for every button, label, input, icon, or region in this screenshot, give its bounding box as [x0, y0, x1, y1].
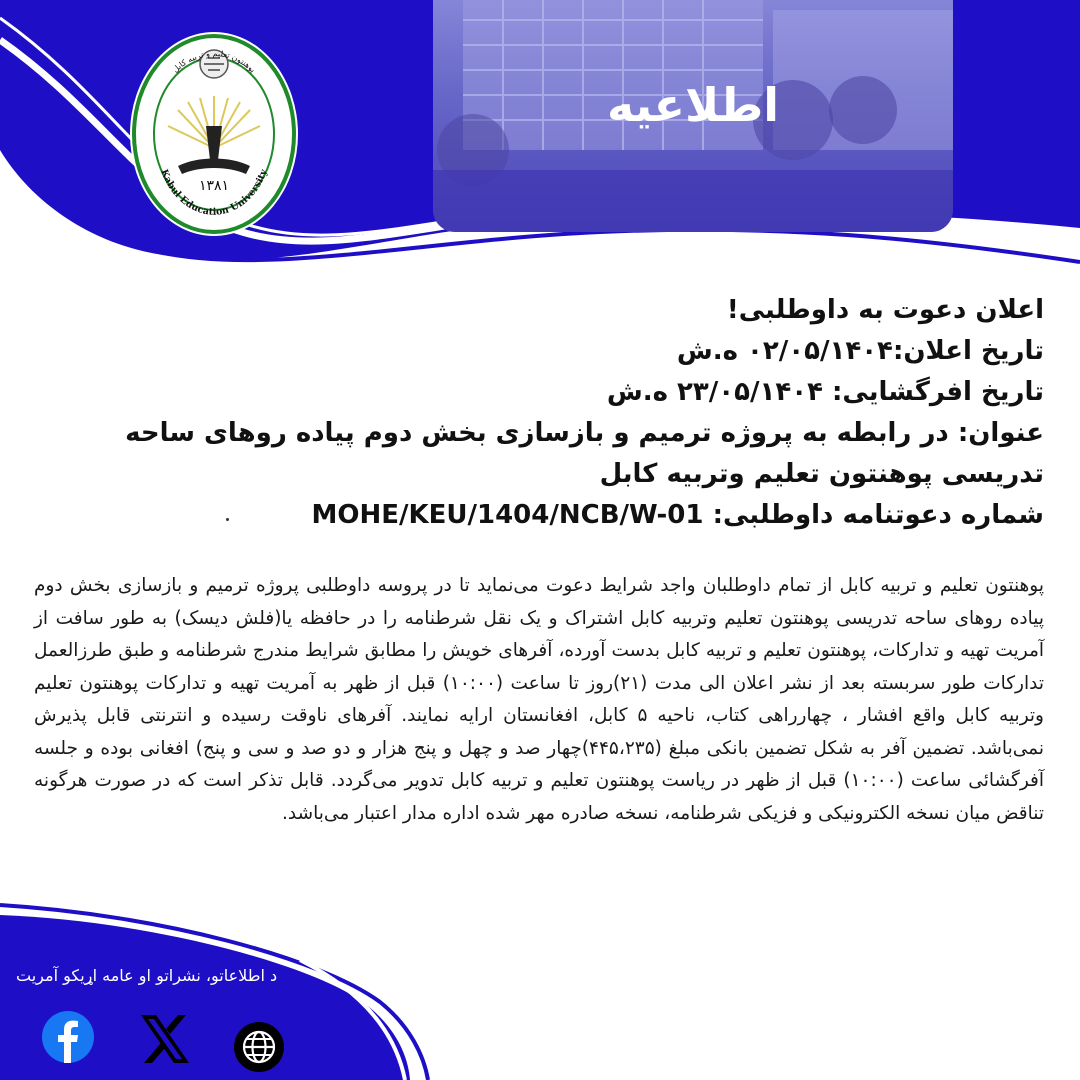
- university-seal-icon: [128, 30, 300, 238]
- globe-icon[interactable]: [234, 1022, 284, 1072]
- seal-caption-ps: پوهنتون تعلیم و تربیه کابل: [170, 48, 258, 75]
- heading-line-invitation-number: [44, 495, 1044, 536]
- heading-line-announce-date: تاریخ اعلان:۰۲/۰۵/۱۴۰۴ ه.ش: [676, 336, 1044, 366]
- facebook-icon[interactable]: [42, 1011, 94, 1063]
- announcement-heading: [44, 290, 1044, 536]
- x-icon[interactable]: [139, 1013, 191, 1065]
- footer-department: د اطلاعاتو، نشراتو او عامه اړیکو آمریت: [16, 966, 278, 985]
- invitation-number-label: شماره دعوتنامه داوطلبی:: [712, 500, 1044, 530]
- banner-title: اطلاعیه: [606, 78, 780, 132]
- decorative-dot: [226, 518, 229, 521]
- seal-caption-en: Kabul Education University: [158, 167, 270, 218]
- announcement-banner: [433, 0, 953, 232]
- heading-line-title: اعلان دعوت به داوطلبی!: [726, 295, 1044, 325]
- announcement-body: پوهنتون تعلیم و تربیه کابل از تمام داوطلبان واجد شرایط دعوت می‌نماید تا در پروسه داوطلبی پروژه ترمیم و بازسازی بخش دوم پیاده روهای ساحه تدریسی پوهنتون تعلیم وتربیه کابل اشتراک و یک نقل شرطنامه را در حافظه یا(فلش دیسک) به طور سافت از آمریت تهیه و تدارکات، پوهنتون تعلیم و تربیه کابل بدست آورده، آفرهای خویش را مطابق شرایط مندرج شرطنامه و طبق طرزالعمل تدارکات طور سربسته بعد از نشر اعلان الی مدت (۲۱)روز تا ساعت (۱۰:۰۰) قبل از ظهر به آمریت تهیه و تدارکات پوهنتون تعلیم وتربیه کابل واقع افشار ، چهارراهی کتاب، ناحیه ۵ کابل، افغانستان ارایه نمایند. آفرهای ناوقت رسیده و انترنتی قابل پذیرش نمی‌باشد. تضمین آفر به شکل تضمین بانکی مبلغ (۴۴۵،۲۳۵)چهار صد و چهل و پنج هزار و دو صد و سی و پنج) افغانی بوده و جلسه آفرگشائی ساعت (۱۰:۰۰) قبل از ظهر در ریاست پوهنتون تعلیم و تربیه کابل تدویر می‌گردد. قابل تذکر است که در صورت هرگونه تناقض میان نسخه الکترونیکی و فزیکی شرطنامه، نسخه صادره مهر شده اداره مدار اعتبار می‌باشد.: [34, 575, 1045, 824]
- heading-line-opening-date: تاریخ افرگشایی: ۲۳/۰۵/۱۴۰۴ ه.ش: [606, 377, 1044, 407]
- heading-line-subject: عنوان: در رابطه به پروژه ترمیم و بازسازی بخش دوم پیاده روهای ساحه تدریسی پوهنتون تعلیم وتربیه کابل: [125, 418, 1044, 489]
- invitation-number-code: MOHE/KEU/1404/NCB/W-01: [311, 500, 704, 530]
- seal-year: ۱۳۸۱: [198, 178, 230, 194]
